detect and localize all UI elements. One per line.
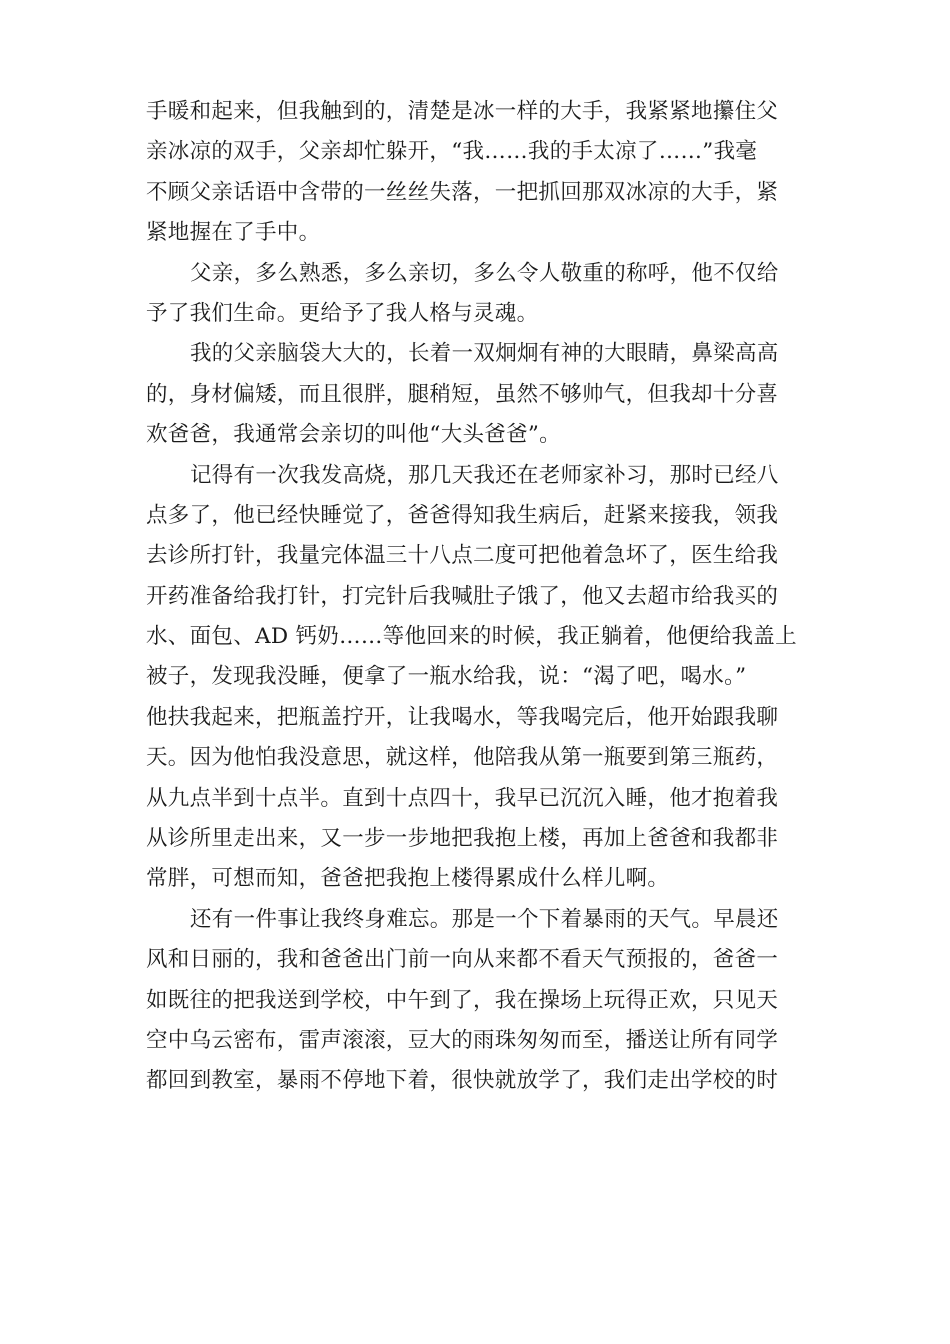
paragraph [146,456,806,900]
text-line: 从诊所里走出来，又一步一步地把我抱上楼，再加上爸爸和我都非 [146,826,779,852]
paragraph [146,334,806,455]
text-line: 亲冰凉的双手，父亲却忙躲开，“我……我的手太凉了……”我毫 [146,139,758,165]
text-line: 父亲，多么熟悉，多么亲切，多么令人敬重的称呼，他不仅给 [190,260,779,286]
text-line: 点多了，他已经快睡觉了，爸爸得知我生病后，赶紧来接我，领我 [146,502,779,528]
text-line: 还有一件事让我终身难忘。那是一个下着暴雨的天气。早晨还 [190,906,779,932]
text-line: 如既往的把我送到学校，中午到了，我在操场上玩得正欢，只见天 [146,987,779,1013]
text-line: 常胖，可想而知，爸爸把我抱上楼得累成什么样儿啊。 [146,866,670,892]
text-line: 予了我们生命。更给予了我人格与灵魂。 [146,300,539,326]
text-line: 记得有一次我发高烧，那几天我还在老师家补习，那时已经八 [190,462,779,488]
paragraph [146,254,806,335]
text-line: 欢爸爸，我通常会亲切的叫他“大头爸爸”。 [146,422,561,448]
paragraph [146,900,806,1102]
text-line: 被子，发现我没睡，便拿了一瓶水给我，说：“渴了吧，喝水。” [146,664,747,690]
text-line: 我的父亲脑袋大大的，长着一双炯炯有神的大眼睛，鼻梁高高 [190,341,779,367]
document-body [146,92,806,1102]
text-line: 他扶我起来，把瓶盖拧开，让我喝水，等我喝完后，他开始跟我聊 [146,704,779,730]
text-line: 空中乌云密布，雷声滚滚，豆大的雨珠匆匆而至，播送让所有同学 [146,1027,779,1053]
text-line: 不顾父亲话语中含带的一丝丝失落，一把抓回那双冰凉的大手，紧 [146,179,779,205]
text-line: 风和日丽的，我和爸爸出门前一向从来都不看天气预报的，爸爸一 [146,947,779,973]
paragraph [146,92,806,254]
text-line: 都回到教室，暴雨不停地下着，很快就放学了，我们走出学校的时 [146,1068,779,1094]
text-line: 的，身材偏矮，而且很胖，腿稍短，虽然不够帅气，但我却十分喜 [146,381,779,407]
text-line: 开药准备给我打针，打完针后我喊肚子饿了，他又去超市给我买的 [146,583,779,609]
text-line: 从九点半到十点半。直到十点四十，我早已沉沉入睡，他才抱着我 [146,785,779,811]
text-line: 手暖和起来，但我触到的，清楚是冰一样的大手，我紧紧地攥住父 [146,99,779,124]
text-line: 去诊所打针，我量完体温三十八点二度可把他着急坏了，医生给我 [146,543,779,569]
text-line: 紧地握在了手中。 [146,220,321,246]
text-line: 水、面包、AD 钙奶……等他回来的时候，我正躺着，他便给我盖上 [146,624,797,650]
text-line: 天。因为他怕我没意思，就这样，他陪我从第一瓶要到第三瓶药， [146,745,779,771]
